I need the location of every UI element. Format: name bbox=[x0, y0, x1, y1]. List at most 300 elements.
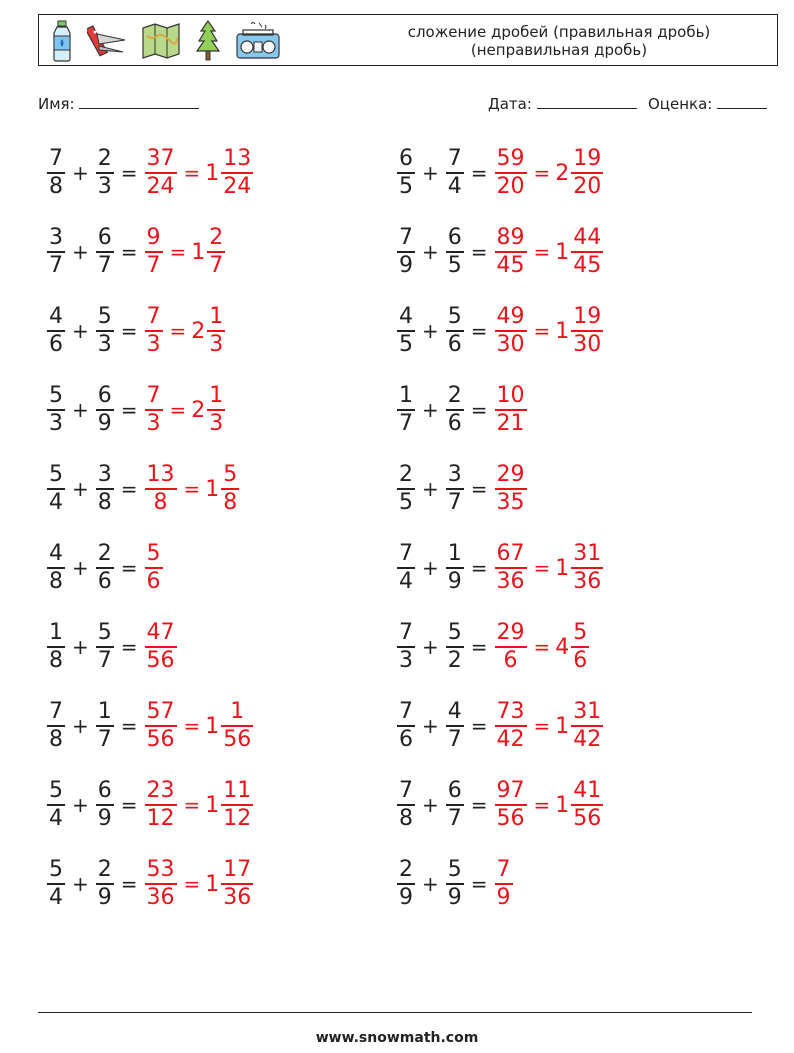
numerator: 7 bbox=[399, 778, 413, 804]
denominator: 8 bbox=[97, 489, 112, 515]
plus-sign: + bbox=[72, 556, 89, 580]
plus-sign: + bbox=[72, 872, 89, 896]
answer bbox=[143, 699, 256, 753]
pine-tree-icon bbox=[195, 19, 221, 63]
addend-2 bbox=[446, 699, 464, 753]
fraction-problem bbox=[45, 691, 255, 761]
whole-part: 1 bbox=[555, 792, 570, 818]
numerator: 29 bbox=[496, 462, 525, 488]
plus-sign: + bbox=[72, 477, 89, 501]
mixed-fraction-part bbox=[571, 304, 603, 358]
equals-sign: = bbox=[120, 319, 138, 343]
name-field[interactable] bbox=[38, 94, 199, 113]
fraction-problem bbox=[395, 533, 605, 603]
improper-sum bbox=[495, 146, 527, 200]
whole-part: 1 bbox=[191, 239, 206, 265]
mixed-fraction-part bbox=[221, 857, 253, 911]
denominator: 4 bbox=[399, 568, 413, 594]
improper-sum bbox=[145, 383, 163, 437]
answer bbox=[493, 225, 606, 279]
addend-1 bbox=[47, 462, 65, 516]
numerator: 3 bbox=[447, 462, 462, 488]
equals-sign: = bbox=[183, 872, 201, 896]
equals-sign: = bbox=[470, 240, 488, 264]
name-blank[interactable] bbox=[79, 94, 199, 109]
equals-sign: = bbox=[169, 240, 187, 264]
numerator: 7 bbox=[146, 304, 161, 330]
addend-2 bbox=[96, 462, 114, 516]
mixed-fraction-part bbox=[571, 146, 603, 200]
improper-sum bbox=[495, 857, 513, 911]
answer bbox=[493, 699, 606, 753]
numerator: 5 bbox=[573, 620, 588, 646]
numerator: 2 bbox=[399, 857, 413, 883]
denominator: 9 bbox=[97, 410, 112, 436]
denominator: 36 bbox=[573, 568, 602, 594]
numerator: 7 bbox=[146, 383, 161, 409]
title-line-1: сложение дробей (правильная дробь) bbox=[407, 23, 711, 41]
denominator: 9 bbox=[447, 884, 462, 910]
answer bbox=[493, 383, 529, 437]
equals-sign: = bbox=[120, 714, 138, 738]
mixed-fraction-part bbox=[207, 383, 225, 437]
equals-sign: = bbox=[169, 398, 187, 422]
denominator: 6 bbox=[49, 331, 63, 357]
numerator: 2 bbox=[97, 857, 112, 883]
denominator: 21 bbox=[496, 410, 525, 436]
numerator: 5 bbox=[49, 462, 63, 488]
numerator: 7 bbox=[399, 225, 413, 251]
numerator: 6 bbox=[97, 383, 112, 409]
footer-url: www.snowmath.com bbox=[315, 1030, 479, 1046]
equals-sign: = bbox=[120, 240, 138, 264]
denominator: 36 bbox=[146, 884, 175, 910]
addend-1 bbox=[397, 146, 415, 200]
numerator: 4 bbox=[447, 699, 462, 725]
addend-2 bbox=[96, 304, 114, 358]
numerator: 47 bbox=[146, 620, 175, 646]
addend-2 bbox=[96, 857, 114, 911]
worksheet-title bbox=[369, 23, 749, 59]
plus-sign: + bbox=[422, 556, 439, 580]
grade-field[interactable] bbox=[648, 94, 767, 113]
numerator: 6 bbox=[447, 778, 462, 804]
equals-sign: = bbox=[470, 793, 488, 817]
equals-sign: = bbox=[533, 714, 551, 738]
answer bbox=[143, 857, 256, 911]
denominator: 3 bbox=[97, 173, 112, 199]
denominator: 12 bbox=[146, 805, 175, 831]
denominator: 7 bbox=[97, 647, 112, 673]
denominator: 20 bbox=[573, 173, 602, 199]
plus-sign: + bbox=[422, 319, 439, 343]
denominator: 8 bbox=[223, 489, 238, 515]
denominator: 8 bbox=[49, 173, 63, 199]
denominator: 36 bbox=[496, 568, 525, 594]
denominator: 9 bbox=[447, 568, 462, 594]
numerator: 41 bbox=[573, 778, 602, 804]
denominator: 3 bbox=[146, 410, 161, 436]
equals-sign: = bbox=[470, 714, 488, 738]
fraction-problem bbox=[45, 138, 255, 208]
fraction-problem bbox=[395, 612, 591, 682]
denominator: 45 bbox=[573, 252, 602, 278]
fraction-problem bbox=[395, 375, 529, 445]
improper-sum bbox=[495, 541, 527, 595]
improper-sum bbox=[145, 699, 177, 753]
numerator: 1 bbox=[209, 383, 224, 409]
denominator: 3 bbox=[399, 647, 413, 673]
addend-1 bbox=[397, 225, 415, 279]
plus-sign: + bbox=[422, 635, 439, 659]
addend-2 bbox=[446, 225, 464, 279]
numerator: 29 bbox=[496, 620, 525, 646]
fraction-problem bbox=[45, 849, 255, 919]
addend-1 bbox=[47, 857, 65, 911]
denominator: 3 bbox=[146, 331, 161, 357]
numerator: 89 bbox=[496, 225, 525, 251]
mixed-fraction-part bbox=[571, 778, 603, 832]
denominator: 4 bbox=[49, 805, 63, 831]
worksheet-header bbox=[38, 14, 778, 66]
numerator: 7 bbox=[447, 146, 462, 172]
denominator: 8 bbox=[153, 489, 168, 515]
numerator: 44 bbox=[573, 225, 602, 251]
numerator: 10 bbox=[496, 383, 525, 409]
name-label: Имя: bbox=[38, 95, 75, 113]
equals-sign: = bbox=[533, 793, 551, 817]
whole-part: 1 bbox=[205, 160, 220, 186]
numerator: 3 bbox=[97, 462, 112, 488]
equals-sign: = bbox=[120, 477, 138, 501]
numerator: 97 bbox=[496, 778, 525, 804]
plus-sign: + bbox=[72, 398, 89, 422]
whole-part: 1 bbox=[205, 792, 220, 818]
numerator: 1 bbox=[447, 541, 462, 567]
numerator: 17 bbox=[223, 857, 252, 883]
whole-part: 1 bbox=[205, 871, 220, 897]
denominator: 5 bbox=[399, 173, 413, 199]
denominator: 12 bbox=[223, 805, 252, 831]
numerator: 37 bbox=[146, 146, 175, 172]
numerator: 5 bbox=[447, 304, 462, 330]
numerator: 59 bbox=[496, 146, 525, 172]
denominator: 6 bbox=[503, 647, 518, 673]
equals-sign: = bbox=[183, 161, 201, 185]
mixed-fraction-part bbox=[571, 620, 589, 674]
equals-sign: = bbox=[533, 319, 551, 343]
numerator: 11 bbox=[223, 778, 252, 804]
addend-2 bbox=[96, 146, 114, 200]
numerator: 49 bbox=[496, 304, 525, 330]
denominator: 7 bbox=[97, 726, 112, 752]
plus-sign: + bbox=[72, 714, 89, 738]
plus-sign: + bbox=[72, 161, 89, 185]
addend-1 bbox=[47, 541, 65, 595]
equals-sign: = bbox=[533, 635, 551, 659]
denominator: 5 bbox=[399, 331, 413, 357]
answer bbox=[143, 304, 228, 358]
mixed-fraction-part bbox=[221, 699, 253, 753]
equals-sign: = bbox=[183, 714, 201, 738]
equals-sign: = bbox=[470, 556, 488, 580]
addend-2 bbox=[446, 778, 464, 832]
addend-1 bbox=[397, 541, 415, 595]
denominator: 9 bbox=[399, 884, 413, 910]
denominator: 6 bbox=[447, 410, 462, 436]
numerator: 2 bbox=[447, 383, 462, 409]
fraction-problem bbox=[395, 849, 515, 919]
mixed-fraction-part bbox=[207, 304, 225, 358]
addend-1 bbox=[397, 699, 415, 753]
addend-2 bbox=[96, 541, 114, 595]
numerator: 5 bbox=[146, 541, 161, 567]
addend-2 bbox=[446, 146, 464, 200]
equals-sign: = bbox=[120, 872, 138, 896]
numerator: 4 bbox=[399, 304, 413, 330]
denominator: 56 bbox=[223, 726, 252, 752]
fraction-problem bbox=[45, 612, 179, 682]
numerator: 53 bbox=[146, 857, 175, 883]
numerator: 1 bbox=[97, 699, 112, 725]
mixed-fraction-part bbox=[221, 146, 253, 200]
addend-1 bbox=[397, 778, 415, 832]
fraction-problem bbox=[395, 770, 605, 840]
denominator: 7 bbox=[146, 252, 161, 278]
numerator: 5 bbox=[49, 383, 63, 409]
numerator: 5 bbox=[223, 462, 238, 488]
denominator: 6 bbox=[447, 331, 462, 357]
improper-sum bbox=[495, 462, 527, 516]
numerator: 3 bbox=[49, 225, 63, 251]
denominator: 5 bbox=[447, 252, 462, 278]
header-icons bbox=[51, 19, 281, 63]
denominator: 9 bbox=[399, 252, 413, 278]
equals-sign: = bbox=[533, 161, 551, 185]
whole-part: 1 bbox=[555, 713, 570, 739]
answer bbox=[143, 383, 228, 437]
addend-1 bbox=[47, 778, 65, 832]
denominator: 5 bbox=[399, 489, 413, 515]
denominator: 30 bbox=[573, 331, 602, 357]
answer bbox=[143, 146, 256, 200]
mixed-fraction-part bbox=[221, 462, 239, 516]
plus-sign: + bbox=[72, 635, 89, 659]
date-blank[interactable] bbox=[537, 94, 637, 109]
whole-part: 1 bbox=[555, 318, 570, 344]
answer bbox=[493, 304, 606, 358]
addend-1 bbox=[397, 462, 415, 516]
improper-sum bbox=[495, 699, 527, 753]
denominator: 6 bbox=[573, 647, 588, 673]
numerator: 6 bbox=[97, 225, 112, 251]
fraction-problem bbox=[395, 296, 605, 366]
addend-1 bbox=[47, 620, 65, 674]
numerator: 57 bbox=[146, 699, 175, 725]
equals-sign: = bbox=[470, 872, 488, 896]
answer bbox=[143, 778, 256, 832]
whole-part: 1 bbox=[205, 476, 220, 502]
numerator: 1 bbox=[399, 383, 413, 409]
fraction-problem bbox=[45, 770, 255, 840]
numerator: 1 bbox=[209, 304, 224, 330]
date-field[interactable] bbox=[488, 94, 637, 113]
denominator: 6 bbox=[146, 568, 161, 594]
plus-sign: + bbox=[422, 714, 439, 738]
denominator: 2 bbox=[447, 647, 462, 673]
numerator: 4 bbox=[49, 304, 63, 330]
answer bbox=[493, 541, 606, 595]
improper-sum bbox=[495, 778, 527, 832]
addend-1 bbox=[397, 304, 415, 358]
date-label: Дата: bbox=[488, 95, 532, 113]
addend-2 bbox=[96, 620, 114, 674]
denominator: 6 bbox=[399, 726, 413, 752]
fraction-problem bbox=[45, 533, 165, 603]
denominator: 9 bbox=[97, 805, 112, 831]
denominator: 24 bbox=[223, 173, 252, 199]
denominator: 24 bbox=[146, 173, 175, 199]
addend-1 bbox=[47, 383, 65, 437]
numerator: 5 bbox=[447, 857, 462, 883]
numerator: 13 bbox=[223, 146, 252, 172]
plus-sign: + bbox=[422, 477, 439, 501]
denominator: 4 bbox=[49, 884, 63, 910]
addend-1 bbox=[47, 146, 65, 200]
plus-sign: + bbox=[422, 793, 439, 817]
plus-sign: + bbox=[422, 872, 439, 896]
numerator: 1 bbox=[49, 620, 63, 646]
improper-sum bbox=[145, 462, 177, 516]
denominator: 20 bbox=[496, 173, 525, 199]
numerator: 6 bbox=[97, 778, 112, 804]
denominator: 3 bbox=[97, 331, 112, 357]
plus-sign: + bbox=[72, 240, 89, 264]
numerator: 31 bbox=[573, 541, 602, 567]
denominator: 6 bbox=[97, 568, 112, 594]
mixed-fraction-part bbox=[207, 225, 225, 279]
numerator: 7 bbox=[496, 857, 511, 883]
denominator: 30 bbox=[496, 331, 525, 357]
mixed-fraction-part bbox=[571, 699, 603, 753]
whole-part: 1 bbox=[205, 713, 220, 739]
denominator: 45 bbox=[496, 252, 525, 278]
numerator: 9 bbox=[146, 225, 161, 251]
addend-2 bbox=[446, 857, 464, 911]
mixed-fraction-part bbox=[571, 225, 603, 279]
answer bbox=[493, 857, 515, 911]
equals-sign: = bbox=[169, 319, 187, 343]
whole-part: 1 bbox=[555, 239, 570, 265]
plus-sign: + bbox=[72, 319, 89, 343]
water-bottle-icon bbox=[51, 20, 73, 62]
numerator: 1 bbox=[230, 699, 245, 725]
denominator: 4 bbox=[49, 489, 63, 515]
mixed-fraction-part bbox=[221, 778, 253, 832]
equals-sign: = bbox=[120, 398, 138, 422]
improper-sum bbox=[145, 778, 177, 832]
improper-sum bbox=[495, 304, 527, 358]
addend-2 bbox=[96, 778, 114, 832]
answer bbox=[493, 778, 606, 832]
fraction-problem bbox=[395, 217, 605, 287]
denominator: 3 bbox=[209, 331, 224, 357]
answer bbox=[493, 146, 606, 200]
addend-1 bbox=[397, 383, 415, 437]
equals-sign: = bbox=[183, 477, 201, 501]
equals-sign: = bbox=[120, 635, 138, 659]
improper-sum bbox=[145, 541, 163, 595]
numerator: 5 bbox=[49, 778, 63, 804]
whole-part: 2 bbox=[191, 397, 206, 423]
plus-sign: + bbox=[422, 398, 439, 422]
numerator: 5 bbox=[97, 620, 112, 646]
denominator: 42 bbox=[573, 726, 602, 752]
equals-sign: = bbox=[120, 793, 138, 817]
numerator: 2 bbox=[97, 146, 112, 172]
plus-sign: + bbox=[422, 161, 439, 185]
denominator: 35 bbox=[496, 489, 525, 515]
title-line-2: (неправильная дробь) bbox=[470, 41, 648, 59]
equals-sign: = bbox=[470, 319, 488, 343]
whole-part: 2 bbox=[555, 160, 570, 186]
denominator: 56 bbox=[146, 726, 175, 752]
improper-sum bbox=[495, 383, 527, 437]
numerator: 7 bbox=[49, 699, 63, 725]
equals-sign: = bbox=[533, 240, 551, 264]
numerator: 73 bbox=[496, 699, 525, 725]
fraction-problem bbox=[45, 217, 227, 287]
addend-1 bbox=[47, 304, 65, 358]
answer bbox=[143, 620, 179, 674]
answer bbox=[493, 462, 529, 516]
answer bbox=[143, 462, 242, 516]
addend-2 bbox=[446, 304, 464, 358]
denominator: 7 bbox=[447, 726, 462, 752]
numerator: 2 bbox=[399, 462, 413, 488]
grade-blank[interactable] bbox=[717, 94, 767, 109]
swiss-army-knife-icon bbox=[87, 20, 127, 62]
addend-1 bbox=[397, 857, 415, 911]
denominator: 7 bbox=[399, 410, 413, 436]
addend-1 bbox=[47, 699, 65, 753]
numerator: 19 bbox=[573, 304, 602, 330]
improper-sum bbox=[145, 857, 177, 911]
numerator: 4 bbox=[49, 541, 63, 567]
map-icon bbox=[141, 20, 181, 62]
numerator: 19 bbox=[573, 146, 602, 172]
numerator: 6 bbox=[399, 146, 413, 172]
answer bbox=[493, 620, 592, 674]
boombox-icon bbox=[235, 20, 281, 62]
numerator: 5 bbox=[97, 304, 112, 330]
answer bbox=[143, 225, 228, 279]
equals-sign: = bbox=[470, 398, 488, 422]
equals-sign: = bbox=[470, 477, 488, 501]
equals-sign: = bbox=[470, 635, 488, 659]
addend-1 bbox=[397, 620, 415, 674]
denominator: 56 bbox=[573, 805, 602, 831]
improper-sum bbox=[145, 620, 177, 674]
answer bbox=[143, 541, 165, 595]
numerator: 67 bbox=[496, 541, 525, 567]
addend-2 bbox=[96, 699, 114, 753]
denominator: 4 bbox=[447, 173, 462, 199]
denominator: 9 bbox=[97, 884, 112, 910]
denominator: 3 bbox=[49, 410, 63, 436]
addend-2 bbox=[96, 225, 114, 279]
numerator: 7 bbox=[399, 699, 413, 725]
